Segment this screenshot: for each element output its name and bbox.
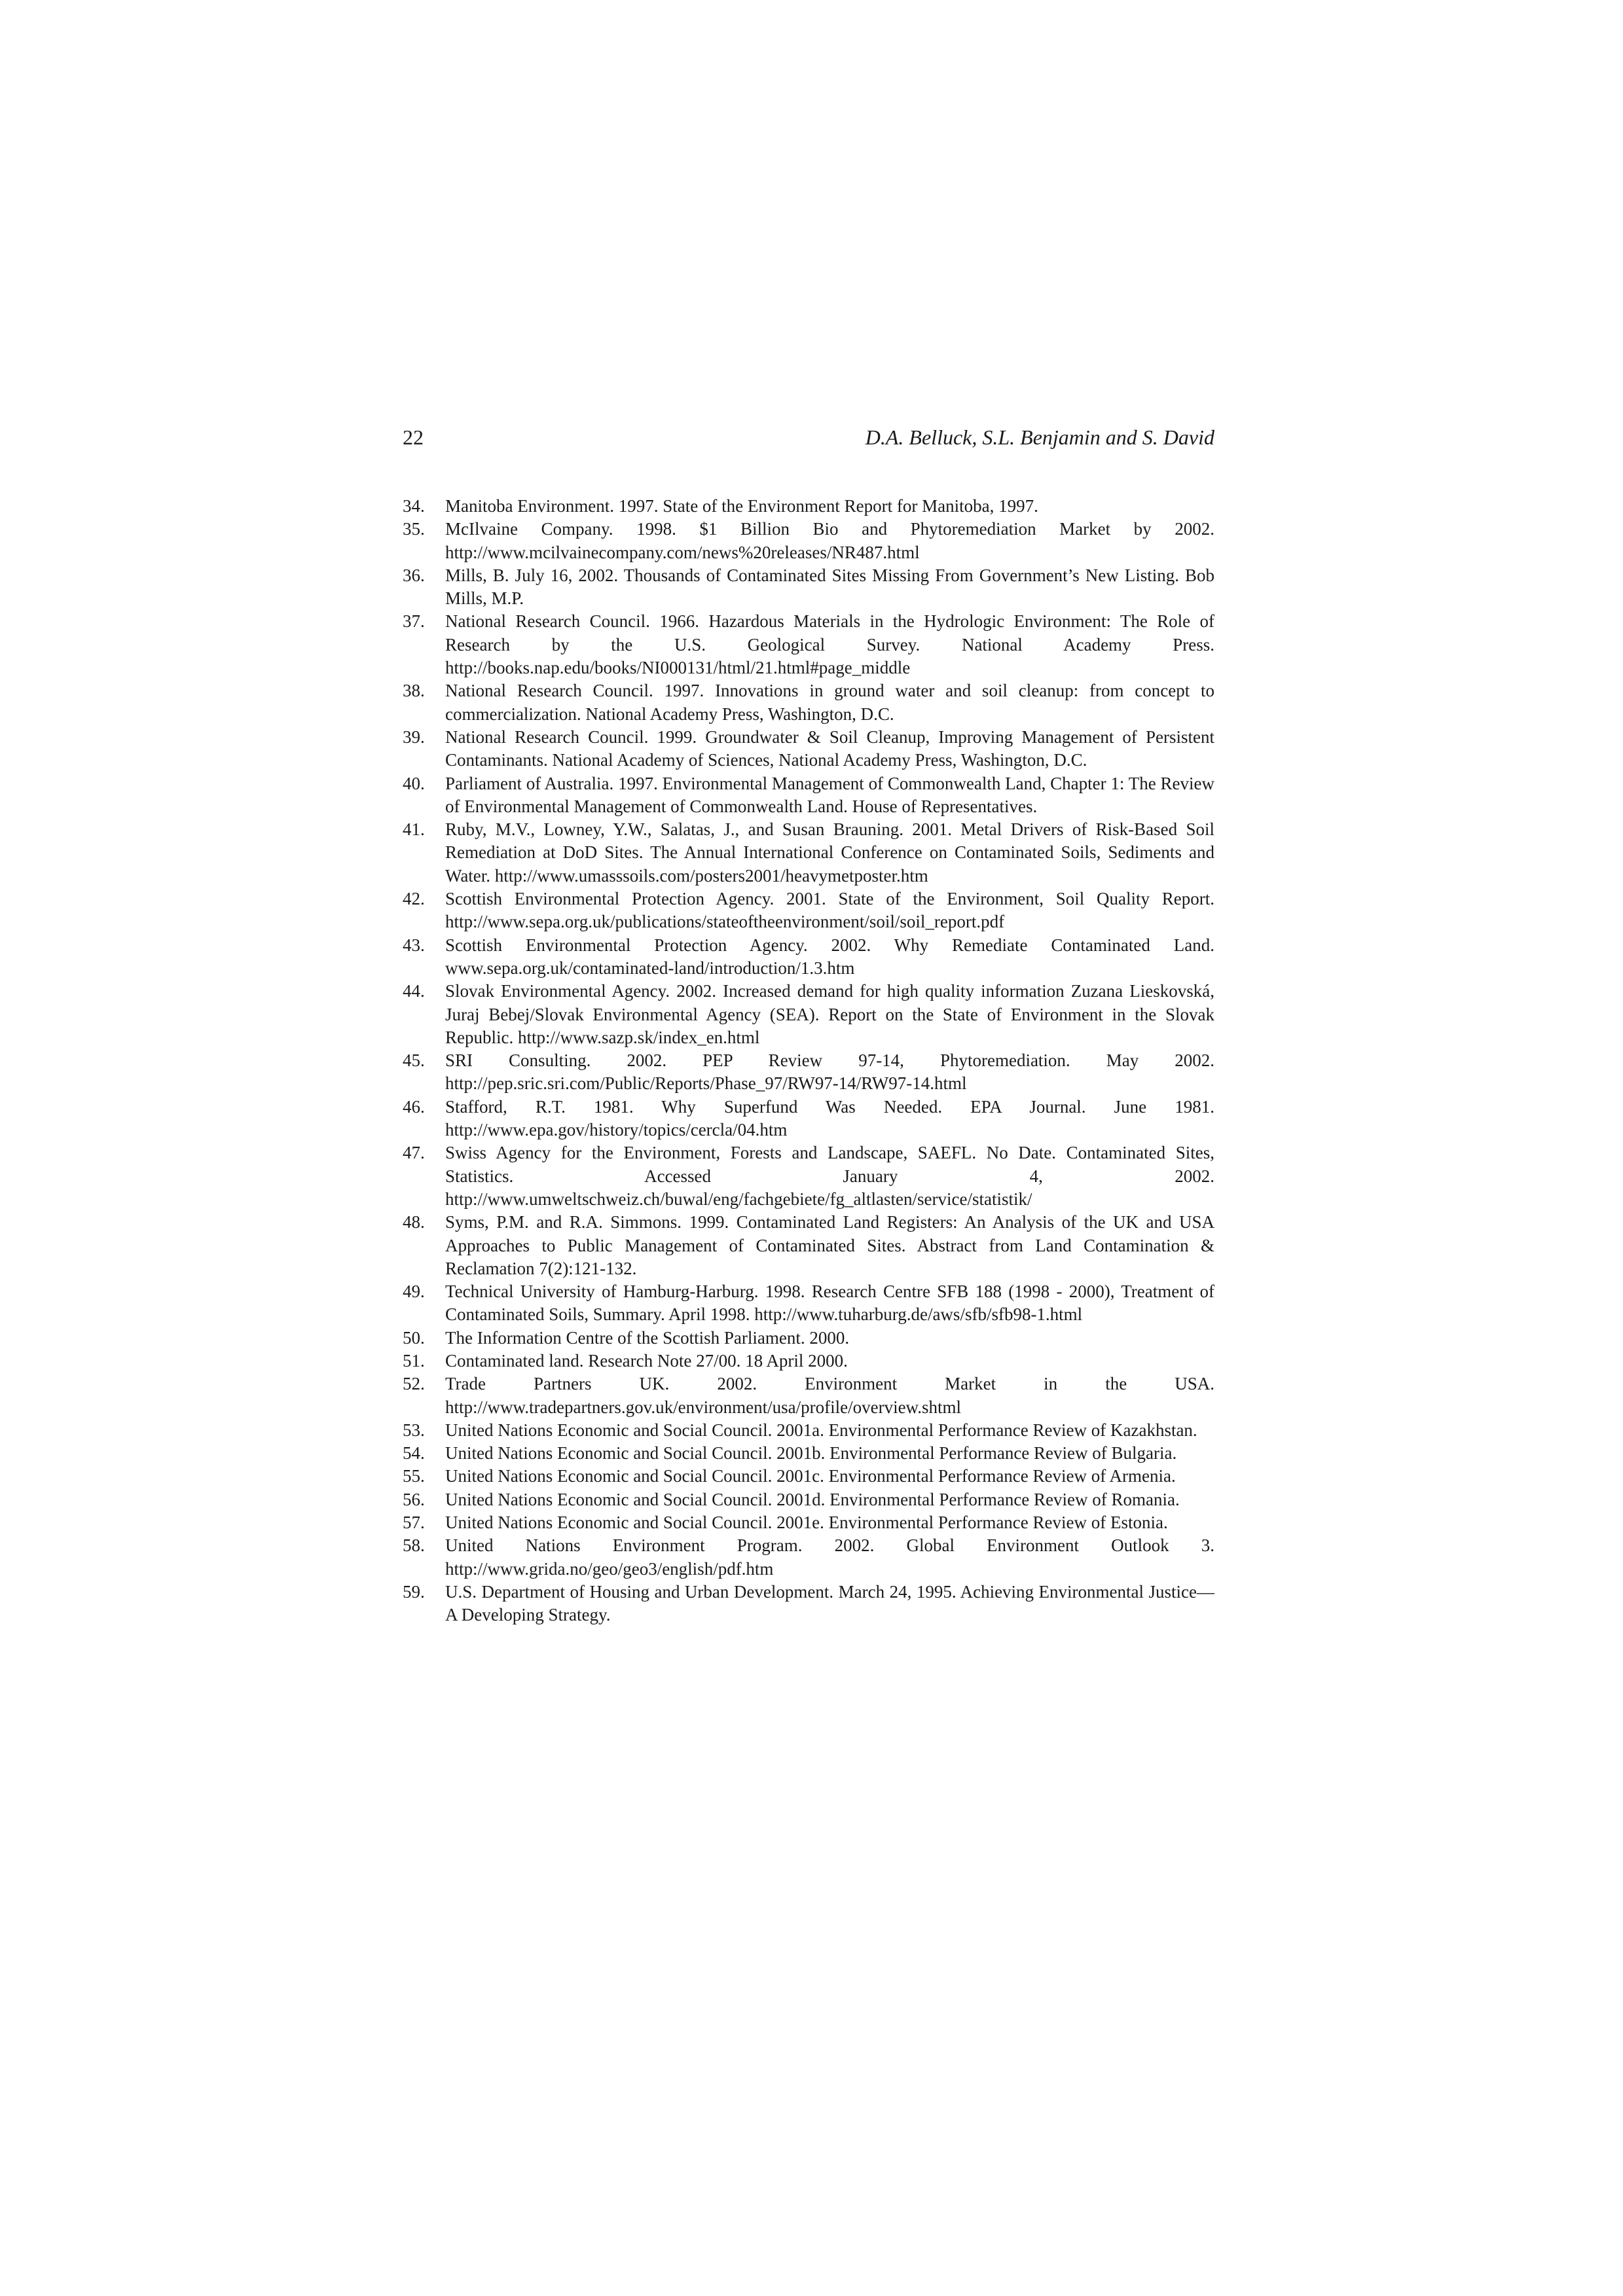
reference-text: National Research Council. 1999. Groundwater & Soil Cleanup, Improving Management of Persistent Contaminants. National Academy of Sciences, National Academy Press, Washington, D.C. — [445, 726, 1214, 770]
reference-text: United Nations Economic and Social Council. 2001b. Environmental Performance Review of Bulgaria. — [445, 1443, 1177, 1463]
running-head: D.A. Belluck, S.L. Benjamin and S. David — [865, 425, 1214, 449]
reference-number: 51. — [403, 1350, 425, 1371]
reference-item — [403, 1327, 1214, 1350]
reference-item — [403, 518, 1214, 564]
reference-number: 56. — [403, 1489, 425, 1509]
reference-number: 47. — [403, 1143, 425, 1163]
reference-text: Manitoba Environment. 1997. State of the Environment Report for Manitoba, 1997. — [445, 496, 1038, 516]
reference-item — [403, 1049, 1214, 1096]
reference-item — [403, 726, 1214, 772]
reference-text: Trade Partners UK. 2002. Environment Market in the USA. http://www.tradepartners.gov.uk/environment/usa/profile/overview.shtml — [445, 1374, 1214, 1417]
reference-text: Mills, B. July 16, 2002. Thousands of Contaminated Sites Missing From Government’s New Listing. Bob Mills, M.P. — [445, 565, 1214, 609]
reference-number: 46. — [403, 1096, 425, 1117]
reference-text: Contaminated land. Research Note 27/00. 18 April 2000. — [445, 1350, 848, 1371]
reference-number: 55. — [403, 1466, 425, 1486]
reference-text: Slovak Environmental Agency. 2002. Increased demand for high quality information Zuzana Lieskovská, Juraj Bebej/Slovak Environmental Agency (SEA). Report on the State of Environment in the Slovak Republic. http://www.sazp.sk/index_en.html — [445, 981, 1214, 1047]
reference-item — [403, 564, 1214, 611]
reference-number: 45. — [403, 1050, 425, 1071]
reference-number: 54. — [403, 1443, 425, 1463]
reference-number: 39. — [403, 726, 425, 747]
reference-item — [403, 1141, 1214, 1211]
reference-item — [403, 1465, 1214, 1488]
reference-number: 57. — [403, 1513, 425, 1533]
reference-number: 59. — [403, 1581, 425, 1602]
reference-item — [403, 1096, 1214, 1142]
reference-text: McIlvaine Company. 1998. $1 Billion Bio and Phytoremediation Market by 2002. http://www.mcilvainecompany.com/news%20releases/NR487.html — [445, 519, 1214, 562]
reference-text: National Research Council. 1966. Hazardous Materials in the Hydrologic Environment: The Role of Research by the U.S. Geological Survey. National Academy Press. http://books.nap.edu/books/NI000131/html/21.html#page_middle — [445, 611, 1214, 678]
reference-number: 42. — [403, 889, 425, 909]
reference-number: 44. — [403, 981, 425, 1001]
reference-item — [403, 495, 1214, 518]
reference-item — [403, 1534, 1214, 1581]
reference-text: United Nations Environment Program. 2002. Global Environment Outlook 3. http://www.grida.no/geo/geo3/english/pdf.htm — [445, 1535, 1214, 1579]
reference-item — [403, 934, 1214, 980]
reference-item — [403, 679, 1214, 726]
reference-text: SRI Consulting. 2002. PEP Review 97-14, Phytoremediation. May 2002. http://pep.sric.sri.com/Public/Reports/Phase_97/RW97-14/RW97-14.html — [445, 1050, 1214, 1094]
reference-item — [403, 980, 1214, 1049]
reference-number: 49. — [403, 1282, 425, 1302]
reference-number: 41. — [403, 819, 425, 840]
reference-item — [403, 1211, 1214, 1280]
reference-text: Technical University of Hamburg-Harburg. 1998. Research Centre SFB 188 (1998 - 2000), Treatment of Contaminated Soils, Summary. April 1998. http://www.tuharburg.de/aws/sfb/sfb98-1.html — [445, 1282, 1214, 1325]
reference-number: 38. — [403, 681, 425, 701]
reference-text: Stafford, R.T. 1981. Why Superfund Was Needed. EPA Journal. June 1981. http://www.epa.gov/history/topics/cercla/04.htm — [445, 1096, 1214, 1140]
reference-item — [403, 1488, 1214, 1511]
reference-text: National Research Council. 1997. Innovations in ground water and soil cleanup: from concept to commercialization. National Academy Press, Washington, D.C. — [445, 681, 1214, 724]
reference-list — [403, 495, 1214, 1627]
reference-number: 37. — [403, 611, 425, 632]
reference-item — [403, 888, 1214, 934]
reference-number: 53. — [403, 1420, 425, 1440]
reference-item — [403, 1511, 1214, 1534]
reference-text: United Nations Economic and Social Council. 2001d. Environmental Performance Review of Romania. — [445, 1489, 1180, 1509]
reference-item — [403, 610, 1214, 679]
reference-text: Scottish Environmental Protection Agency. 2002. Why Remediate Contaminated Land. www.sepa.org.uk/contaminated-land/introduction/1.3.htm — [445, 935, 1214, 978]
reference-item — [403, 1350, 1214, 1372]
reference-number: 48. — [403, 1212, 425, 1232]
reference-text: United Nations Economic and Social Council. 2001e. Environmental Performance Review of Estonia. — [445, 1513, 1168, 1533]
reference-item — [403, 1442, 1214, 1465]
reference-number: 36. — [403, 565, 425, 585]
page-number: 22 — [403, 425, 424, 449]
reference-text: Syms, P.M. and R.A. Simmons. 1999. Contaminated Land Registers: An Analysis of the UK and USA Approaches to Public Management of Contaminated Sites. Abstract from Land Contamination & Reclamation 7(2):121-132. — [445, 1212, 1214, 1278]
reference-text: United Nations Economic and Social Council. 2001c. Environmental Performance Review of Armenia. — [445, 1466, 1176, 1486]
reference-text: U.S. Department of Housing and Urban Development. March 24, 1995. Achieving Environmental Justice—A Developing Strategy. — [445, 1581, 1214, 1625]
reference-item — [403, 1372, 1214, 1419]
reference-item — [403, 1581, 1214, 1627]
reference-number: 58. — [403, 1535, 425, 1556]
reference-number: 52. — [403, 1374, 425, 1394]
reference-number: 50. — [403, 1327, 425, 1348]
reference-text: Scottish Environmental Protection Agency. 2001. State of the Environment, Soil Quality Report. http://www.sepa.org.uk/publications/stateoftheenvironment/soil/soil_report.pdf — [445, 889, 1214, 932]
reference-number: 35. — [403, 519, 425, 539]
reference-text: Parliament of Australia. 1997. Environmental Management of Commonwealth Land, Chapter 1: The Review of Environmental Management of Commonwealth Land. House of Representatives. — [445, 773, 1214, 816]
reference-text: United Nations Economic and Social Council. 2001a. Environmental Performance Review of Kazakhstan. — [445, 1420, 1197, 1440]
reference-item — [403, 1280, 1214, 1327]
reference-number: 34. — [403, 496, 425, 516]
reference-item — [403, 818, 1214, 888]
reference-text: Swiss Agency for the Environment, Forests and Landscape, SAEFL. No Date. Contaminated Sites, Statistics. Accessed January 4, 2002. http://www.umweltschweiz.ch/buwal/eng/fachgebiete/fg_altlasten/service/statistik/ — [445, 1143, 1214, 1209]
page-header — [403, 419, 1214, 458]
reference-number: 40. — [403, 773, 425, 793]
reference-number: 43. — [403, 935, 425, 955]
reference-item — [403, 1419, 1214, 1442]
reference-text: The Information Centre of the Scottish Parliament. 2000. — [445, 1327, 850, 1348]
reference-item — [403, 772, 1214, 819]
reference-text: Ruby, M.V., Lowney, Y.W., Salatas, J., and Susan Brauning. 2001. Metal Drivers of Risk-Based Soil Remediation at DoD Sites. The Annual International Conference on Contaminated Soils, Sediments and Water. http://www.umasssoils.com/posters2001/heavymetposter.htm — [445, 819, 1214, 886]
